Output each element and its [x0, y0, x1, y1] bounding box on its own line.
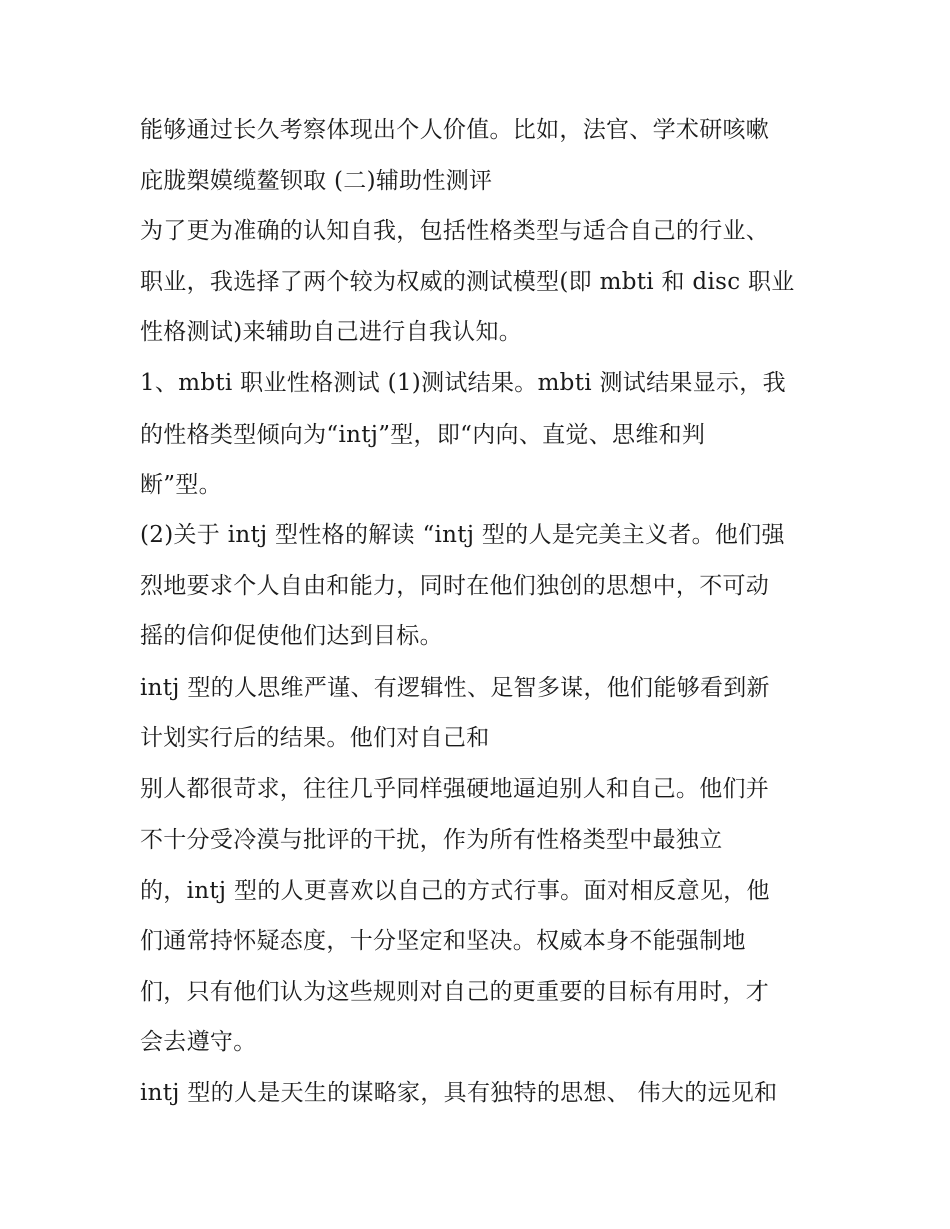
text-line-18: 们，只有他们认为这些规则对自己的更重要的目标有用时，才: [140, 979, 770, 1005]
text-line-2: 庇胧槊嫫缆鳌钡取 (二)辅助性测评: [140, 168, 493, 194]
text-line-17: 们通常持怀疑态度，十分坚定和坚决。权威本身不能强制地: [140, 928, 746, 954]
text-line-16: 的，intj 型的人更喜欢以自己的方式行事。面对相反意见，他: [140, 878, 770, 904]
text-line-1: 能够通过长久考察体现出个人价值。比如，法官、学术研咳嗽: [140, 117, 770, 143]
text-line-19: 会去遵守。: [140, 1029, 257, 1055]
text-line-9: (2)关于 intj 型性格的解读 “intj 型的人是完美主义者。他们强: [140, 522, 785, 548]
text-line-11: 摇的信仰促使他们达到目标。: [140, 623, 443, 649]
text-line-8: 断”型。: [140, 472, 222, 498]
text-line-15: 不十分受冷漠与批评的干扰，作为所有性格类型中最独立: [140, 827, 723, 853]
text-line-3: 为了更为准确的认知自我，包括性格类型与适合自己的行业、: [140, 218, 770, 244]
text-line-5: 性格测试)来辅助自己进行自我认知。: [140, 319, 523, 345]
text-line-7: 的性格类型倾向为“intj”型，即“内向、直觉、思维和判: [140, 422, 706, 448]
text-line-12: intj 型的人思维严谨、有逻辑性、足智多谋，他们能够看到新: [140, 675, 770, 701]
text-line-10: 烈地要求个人自由和能力，同时在他们独创的思想中，不可动: [140, 573, 770, 599]
text-line-6: 1、mbti 职业性格测试 (1)测试结果。mbti 测试结果显示，我: [140, 370, 786, 396]
text-line-14: 别人都很苛求，往往几乎同样强硬地逼迫别人和自己。他们并: [140, 776, 770, 802]
text-line-13: 计划实行后的结果。他们对自己和: [140, 725, 490, 751]
text-line-20: intj 型的人是天生的谋略家，具有独特的思想、 伟大的远见和: [140, 1080, 778, 1106]
text-line-4: 职业，我选择了两个较为权威的测试模型(即 mbti 和 disc 职业: [140, 269, 795, 295]
